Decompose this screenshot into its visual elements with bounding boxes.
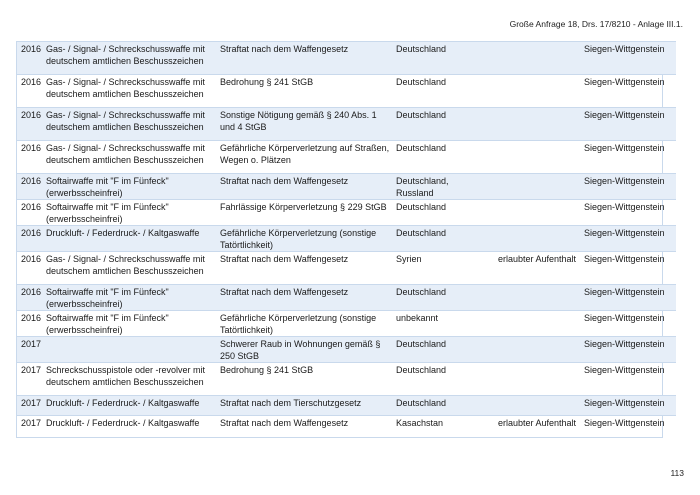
cell-offense: Gefährliche Körperverletzung auf Straßen, Wegen o. Plätzen <box>218 141 394 174</box>
cell-country: Deutschland <box>394 363 486 396</box>
table-row <box>17 141 676 174</box>
cell-offense: Sonstige Nötigung gemäß § 240 Abs. 1 und 4 StGB <box>218 108 394 141</box>
table-row <box>17 363 676 396</box>
cell-country: Deutschland, Russland <box>394 174 486 200</box>
table-row <box>17 174 676 200</box>
cell-region: Siegen-Wittgenstein <box>580 42 676 75</box>
cell-year: 2016 <box>17 108 44 141</box>
cell-status <box>486 337 580 363</box>
cell-year: 2016 <box>17 141 44 174</box>
cell-year: 2016 <box>17 200 44 226</box>
cell-status <box>486 174 580 200</box>
cell-weapon: Gas- / Signal- / Schreckschusswaffe mit deutschem amtlichen Beschusszeichen <box>44 108 218 141</box>
cell-status <box>486 42 580 75</box>
table-row <box>17 252 676 285</box>
cell-status <box>486 108 580 141</box>
cell-weapon: Schreckschusspistole oder -revolver mit deutschem amtlichen Beschusszeichen <box>44 363 218 396</box>
cell-weapon: Softairwaffe mit "F im Fünfeck" (erwerbsscheinfrei) <box>44 311 218 337</box>
table-row <box>17 285 676 311</box>
cell-country: Deutschland <box>394 396 486 416</box>
table-row <box>17 226 676 252</box>
cell-country: Syrien <box>394 252 486 285</box>
cell-region: Siegen-Wittgenstein <box>580 252 676 285</box>
table-row <box>17 311 676 337</box>
cell-country: Deutschland <box>394 75 486 108</box>
cell-offense: Bedrohung § 241 StGB <box>218 363 394 396</box>
cell-offense: Straftat nach dem Waffengesetz <box>218 252 394 285</box>
cell-region: Siegen-Wittgenstein <box>580 108 676 141</box>
cell-offense: Bedrohung § 241 StGB <box>218 75 394 108</box>
cell-year: 2016 <box>17 42 44 75</box>
cell-year: 2016 <box>17 285 44 311</box>
cell-status: erlaubter Aufenthalt <box>486 416 580 438</box>
cell-offense: Straftat nach dem Waffengesetz <box>218 174 394 200</box>
cell-country: Deutschland <box>394 141 486 174</box>
cell-offense: Straftat nach dem Waffengesetz <box>218 42 394 75</box>
cell-status <box>486 396 580 416</box>
cell-region: Siegen-Wittgenstein <box>580 416 676 438</box>
cell-weapon: Gas- / Signal- / Schreckschusswaffe mit deutschem amtlichen Beschusszeichen <box>44 75 218 108</box>
table-row <box>17 396 676 416</box>
cell-weapon: Softairwaffe mit "F im Fünfeck" (erwerbsscheinfrei) <box>44 285 218 311</box>
cell-country: unbekannt <box>394 311 486 337</box>
cell-offense: Straftat nach dem Tierschutzgesetz <box>218 396 394 416</box>
table-row <box>17 108 676 141</box>
cell-region: Siegen-Wittgenstein <box>580 75 676 108</box>
page-number: 113 <box>670 468 684 478</box>
cell-weapon <box>44 337 218 363</box>
cell-country: Deutschland <box>394 42 486 75</box>
cell-offense: Fahrlässige Körperverletzung § 229 StGB <box>218 200 394 226</box>
cell-offense: Schwerer Raub in Wohnungen gemäß § 250 StGB <box>218 337 394 363</box>
cell-country: Deutschland <box>394 226 486 252</box>
cell-weapon: Druckluft- / Federdruck- / Kaltgaswaffe <box>44 396 218 416</box>
data-table-container <box>16 41 663 438</box>
cell-status <box>486 226 580 252</box>
cell-year: 2016 <box>17 311 44 337</box>
cell-country: Deutschland <box>394 108 486 141</box>
cell-weapon: Gas- / Signal- / Schreckschusswaffe mit deutschem amtlichen Beschusszeichen <box>44 42 218 75</box>
cell-offense: Straftat nach dem Waffengesetz <box>218 416 394 438</box>
cell-region: Siegen-Wittgenstein <box>580 363 676 396</box>
cell-year: 2017 <box>17 337 44 363</box>
cell-year: 2017 <box>17 396 44 416</box>
table-row <box>17 416 676 438</box>
table-row <box>17 42 676 75</box>
cell-region: Siegen-Wittgenstein <box>580 285 676 311</box>
cell-country: Deutschland <box>394 285 486 311</box>
cell-offense: Gefährliche Körperverletzung (sonstige Tatörtlichkeit) <box>218 226 394 252</box>
cell-year: 2016 <box>17 226 44 252</box>
cell-region: Siegen-Wittgenstein <box>580 311 676 337</box>
cell-region: Siegen-Wittgenstein <box>580 226 676 252</box>
cell-status: erlaubter Aufenthalt <box>486 252 580 285</box>
cell-country: Deutschland <box>394 200 486 226</box>
cell-status <box>486 75 580 108</box>
cell-status <box>486 311 580 337</box>
cell-weapon: Gas- / Signal- / Schreckschusswaffe mit deutschem amtlichen Beschusszeichen <box>44 252 218 285</box>
cell-status <box>486 285 580 311</box>
cell-weapon: Druckluft- / Federdruck- / Kaltgaswaffe <box>44 226 218 252</box>
cell-status <box>486 200 580 226</box>
cell-year: 2017 <box>17 416 44 438</box>
cell-status <box>486 363 580 396</box>
cell-region: Siegen-Wittgenstein <box>580 337 676 363</box>
cell-country: Deutschland <box>394 337 486 363</box>
cell-region: Siegen-Wittgenstein <box>580 174 676 200</box>
table-row <box>17 200 676 226</box>
cell-status <box>486 141 580 174</box>
cell-weapon: Gas- / Signal- / Schreckschusswaffe mit deutschem amtlichen Beschusszeichen <box>44 141 218 174</box>
cell-weapon: Softairwaffe mit "F im Fünfeck" (erwerbsscheinfrei) <box>44 174 218 200</box>
cell-offense: Straftat nach dem Waffengesetz <box>218 285 394 311</box>
cell-country: Kasachstan <box>394 416 486 438</box>
cell-year: 2016 <box>17 174 44 200</box>
cell-offense: Gefährliche Körperverletzung (sonstige Tatörtlichkeit) <box>218 311 394 337</box>
cell-region: Siegen-Wittgenstein <box>580 141 676 174</box>
cell-year: 2016 <box>17 252 44 285</box>
cell-year: 2016 <box>17 75 44 108</box>
data-table <box>17 41 676 437</box>
table-row <box>17 337 676 363</box>
table-row <box>17 75 676 108</box>
cell-region: Siegen-Wittgenstein <box>580 200 676 226</box>
cell-region: Siegen-Wittgenstein <box>580 396 676 416</box>
cell-weapon: Druckluft- / Federdruck- / Kaltgaswaffe <box>44 416 218 438</box>
document-reference: Große Anfrage 18, Drs. 17/8210 - Anlage III.1. <box>509 19 683 29</box>
cell-weapon: Softairwaffe mit "F im Fünfeck" (erwerbsscheinfrei) <box>44 200 218 226</box>
cell-year: 2017 <box>17 363 44 396</box>
